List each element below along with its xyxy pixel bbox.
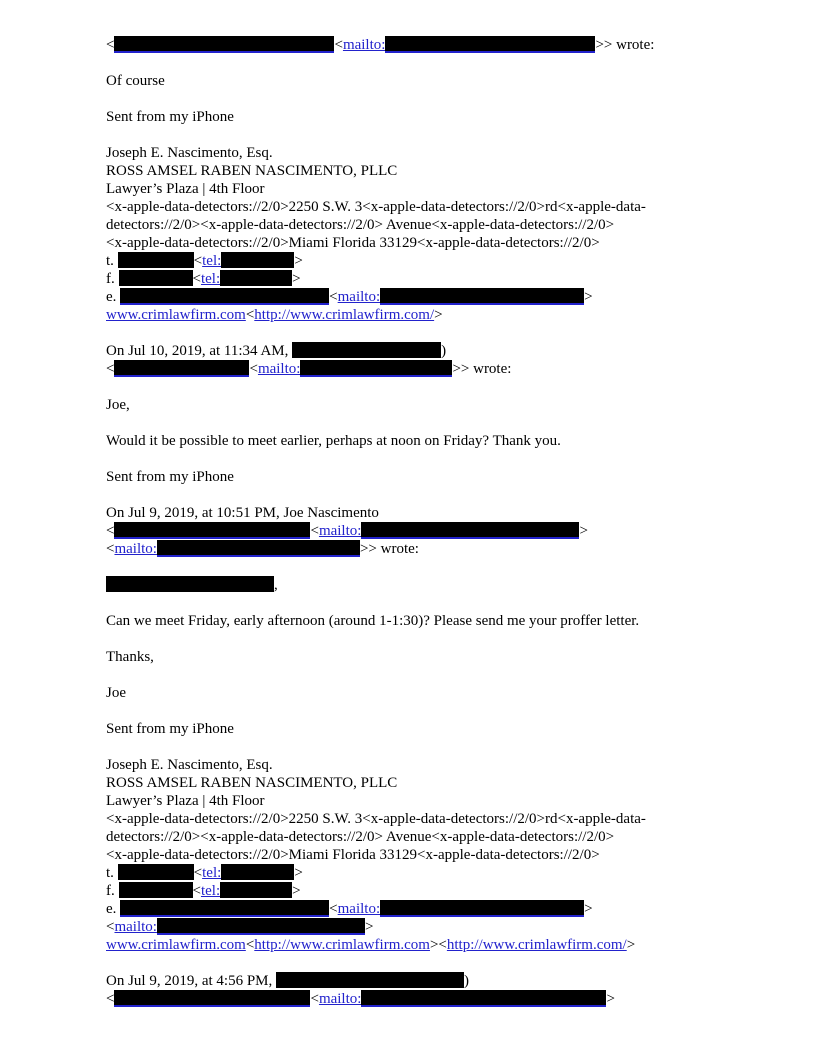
static-text: <: [329, 901, 338, 917]
static-text: <: [106, 991, 115, 1007]
text-line: [106, 846, 766, 864]
hyperlink[interactable]: http://www.crimlawfirm.com/: [254, 307, 435, 323]
closing: [106, 648, 766, 666]
quote-attribution: [106, 36, 766, 54]
signature-block: [106, 756, 766, 954]
static-text: >> wrote:: [452, 361, 512, 377]
redaction-bar: [292, 342, 441, 358]
static-text: <x-apple-data-detectors://2/0>2250 S.W. 3<x-apple-data-detectors://2/0>rd<x-apple-data-: [106, 199, 646, 215]
static-text: <: [193, 865, 203, 881]
hyperlink[interactable]: www.crimlawfirm.com: [106, 937, 246, 953]
text-line: [106, 468, 766, 486]
static-text: <: [310, 523, 319, 539]
static-text: >: [584, 901, 593, 917]
redaction-bar: [106, 576, 274, 592]
static-text: Of course: [106, 73, 165, 89]
redaction-bar: [120, 900, 329, 917]
text-line: [106, 576, 766, 594]
text-line: [106, 252, 766, 270]
redaction-bar: [361, 990, 606, 1007]
static-text: e.: [106, 901, 121, 917]
static-text: >: [606, 991, 615, 1007]
static-text: >> wrote:: [595, 37, 655, 53]
static-text: <: [193, 253, 203, 269]
redaction-bar: [114, 990, 310, 1007]
sent-from-iphone: [106, 108, 766, 126]
text-line: [106, 432, 766, 450]
redaction-bar: [361, 522, 579, 539]
hyperlink[interactable]: tel:: [202, 253, 222, 269]
static-text: <: [192, 883, 201, 899]
hyperlink[interactable]: mailto:: [342, 37, 386, 53]
text-line: [106, 684, 766, 702]
quote-attribution: [106, 504, 766, 558]
static-text: Lawyer’s Plaza | 4th Floor: [106, 181, 265, 197]
hyperlink[interactable]: mailto:: [337, 289, 381, 305]
text-line: [106, 882, 766, 900]
static-text: Thanks,: [106, 649, 154, 665]
static-text: >: [434, 307, 443, 323]
text-line: [106, 522, 766, 540]
hyperlink[interactable]: http://www.crimlawfirm.com: [254, 937, 430, 953]
redaction-bar: [221, 864, 294, 880]
static-text: <: [245, 307, 255, 323]
redaction-bar: [385, 36, 595, 53]
static-text: t.: [106, 865, 118, 881]
text-line: [106, 540, 766, 558]
static-text: Joseph E. Nascimento, Esq.: [106, 757, 273, 773]
signature-block: [106, 144, 766, 324]
text-line: [106, 648, 766, 666]
static-text: Sent from my iPhone: [106, 469, 234, 485]
static-text: <: [329, 289, 338, 305]
sent-from-iphone: [106, 468, 766, 486]
text-line: [106, 972, 766, 990]
static-text: detectors://2/0><x-apple-data-detectors://2/0> Avenue<x-apple-data-detectors://2/0>: [106, 829, 615, 845]
message-body: [106, 612, 766, 630]
static-text: >: [579, 523, 588, 539]
text-line: [106, 216, 766, 234]
redaction-bar: [276, 972, 464, 988]
redaction-bar: [114, 36, 334, 53]
text-line: [106, 180, 766, 198]
static-text: <: [334, 37, 343, 53]
redaction-bar: [157, 918, 365, 935]
text-line: [106, 810, 766, 828]
redaction-bar: [120, 288, 329, 305]
static-text: f.: [106, 883, 119, 899]
static-text: >: [364, 919, 374, 935]
static-text: ): [464, 973, 470, 989]
redaction-bar: [380, 288, 584, 305]
redaction-bar: [380, 900, 584, 917]
static-text: detectors://2/0><x-apple-data-detectors://2/0> Avenue<x-apple-data-detectors://2/0>: [106, 217, 615, 233]
static-text: Sent from my iPhone: [106, 109, 234, 125]
hyperlink[interactable]: mailto:: [318, 991, 362, 1007]
redaction-bar: [114, 522, 310, 539]
text-line: [106, 36, 766, 54]
static-text: <x-apple-data-detectors://2/0>2250 S.W. 3<x-apple-data-detectors://2/0>rd<x-apple-data-: [106, 811, 646, 827]
static-text: ROSS AMSEL RABEN NASCIMENTO, PLLC: [106, 163, 398, 179]
static-text: ): [441, 343, 447, 359]
text-line: [106, 144, 766, 162]
static-text: Would it be possible to meet earlier, perhaps at noon on Friday? Thank you.: [106, 433, 561, 449]
text-line: [106, 864, 766, 882]
text-line: [106, 270, 766, 288]
hyperlink[interactable]: mailto:: [337, 901, 381, 917]
static-text: Joseph E. Nascimento, Esq.: [106, 145, 273, 161]
text-line: [106, 612, 766, 630]
text-line: [106, 306, 766, 324]
redaction-bar: [220, 882, 292, 898]
static-text: e.: [106, 289, 121, 305]
greeting-redacted: [106, 576, 766, 594]
hyperlink[interactable]: mailto:: [257, 361, 301, 377]
static-text: <: [106, 361, 115, 377]
hyperlink[interactable]: tel:: [202, 865, 222, 881]
static-text: <: [106, 37, 115, 53]
static-text: On Jul 9, 2019, at 4:56 PM,: [106, 973, 277, 989]
hyperlink[interactable]: mailto:: [114, 541, 157, 557]
static-text: <: [106, 541, 115, 557]
text-line: [106, 774, 766, 792]
static-text: >: [294, 253, 303, 269]
email-thread: [106, 36, 766, 1008]
quote-attribution: [106, 342, 766, 378]
static-text: On Jul 10, 2019, at 11:34 AM,: [106, 343, 293, 359]
static-text: <: [310, 991, 319, 1007]
text-line: [106, 198, 766, 216]
static-text: ><: [429, 937, 447, 953]
static-text: <: [106, 919, 115, 935]
redaction-bar: [220, 270, 292, 286]
static-text: <x-apple-data-detectors://2/0>Miami Florida 33129<x-apple-data-detectors://2/0>: [106, 235, 600, 251]
static-text: f.: [106, 271, 119, 287]
text-line: [106, 504, 766, 522]
redaction-bar: [118, 252, 194, 268]
redaction-bar: [118, 864, 194, 880]
static-text: ,: [274, 577, 278, 593]
static-text: <: [192, 271, 201, 287]
text-line: [106, 990, 766, 1008]
text-line: [106, 720, 766, 738]
text-line: [106, 234, 766, 252]
static-text: Sent from my iPhone: [106, 721, 234, 737]
static-text: <: [245, 937, 255, 953]
hyperlink[interactable]: mailto:: [114, 919, 157, 935]
text-line: [106, 108, 766, 126]
hyperlink[interactable]: tel:: [200, 883, 221, 899]
static-text: Joe,: [106, 397, 130, 413]
redaction-bar: [300, 360, 452, 377]
redaction-bar: [221, 252, 294, 268]
message-body: [106, 72, 766, 90]
static-text: ROSS AMSEL RABEN NASCIMENTO, PLLC: [106, 775, 398, 791]
text-line: [106, 900, 766, 918]
hyperlink[interactable]: http://www.crimlawfirm.com/: [446, 937, 627, 953]
text-line: [106, 792, 766, 810]
text-line: [106, 360, 766, 378]
text-line: [106, 936, 766, 954]
text-line: [106, 828, 766, 846]
redaction-bar: [157, 540, 360, 557]
text-line: [106, 72, 766, 90]
static-text: t.: [106, 253, 118, 269]
static-text: On Jul 9, 2019, at 10:51 PM, Joe Nascimento: [106, 505, 379, 521]
static-text: Can we meet Friday, early afternoon (around 1-1:30)? Please send me your proffer letter.: [106, 613, 640, 629]
text-line: [106, 918, 766, 936]
redaction-bar: [119, 882, 193, 898]
text-line: [106, 342, 766, 360]
hyperlink[interactable]: www.crimlawfirm.com: [106, 307, 246, 323]
static-text: <x-apple-data-detectors://2/0>Miami Florida 33129<x-apple-data-detectors://2/0>: [106, 847, 600, 863]
static-text: >: [584, 289, 593, 305]
sent-from-iphone: [106, 720, 766, 738]
hyperlink[interactable]: mailto:: [318, 523, 362, 539]
static-text: <: [249, 361, 258, 377]
static-text: Joe: [106, 685, 126, 701]
message-body: [106, 432, 766, 450]
redaction-bar: [119, 270, 193, 286]
signature-name: [106, 684, 766, 702]
static-text: Lawyer’s Plaza | 4th Floor: [106, 793, 265, 809]
static-text: >: [292, 271, 301, 287]
redaction-bar: [114, 360, 249, 377]
static-text: >> wrote:: [359, 541, 419, 557]
text-line: [106, 756, 766, 774]
quote-attribution: [106, 972, 766, 1008]
text-line: [106, 288, 766, 306]
static-text: >: [292, 883, 301, 899]
hyperlink[interactable]: tel:: [200, 271, 221, 287]
static-text: >: [626, 937, 636, 953]
static-text: >: [294, 865, 303, 881]
text-line: [106, 396, 766, 414]
greeting: [106, 396, 766, 414]
text-line: [106, 162, 766, 180]
static-text: <: [106, 523, 115, 539]
